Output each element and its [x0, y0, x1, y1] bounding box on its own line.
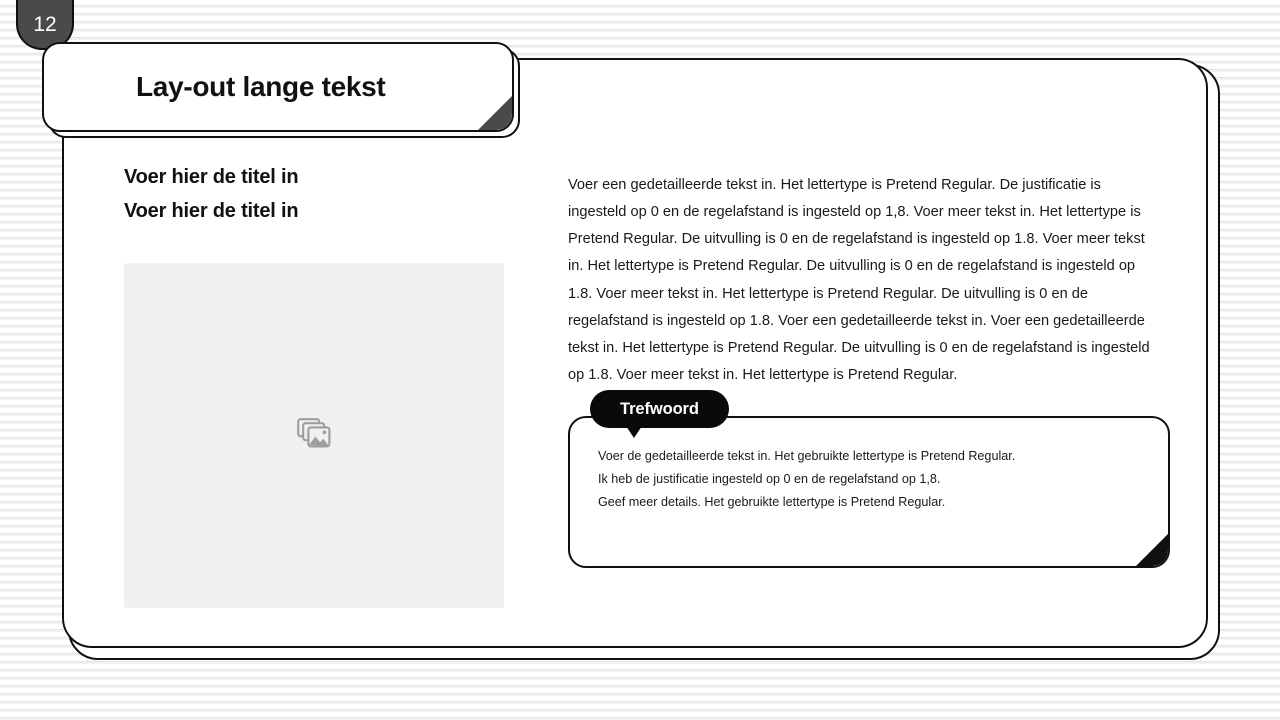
slide-content [64, 60, 1210, 650]
section-title-line-1: Voer hier de titel in [124, 166, 299, 188]
image-stack-icon [297, 418, 331, 453]
callout-line-2: Ik heb de justificatie ingesteld op 0 en de regelafstand op 1,8. [598, 471, 941, 486]
callout-line-1: Voer de gedetailleerde tekst in. Het gebruikte lettertype is Pretend Regular. [598, 449, 1016, 463]
keyword-pill[interactable]: Trefwoord [590, 390, 729, 428]
keyword-pill-tail-icon [626, 426, 642, 438]
callout-text-block [598, 445, 1138, 514]
section-title-line-2: Voer hier de titel in [124, 200, 299, 223]
slide-canvas [62, 58, 1214, 654]
callout-line-3: Geef meer details. Het gebruikte lettertype is Pretend Regular. [598, 494, 946, 509]
slide-card [62, 58, 1208, 648]
page-title: Lay-out lange tekst [136, 71, 386, 102]
left-column [124, 160, 504, 229]
callout-folded-corner [1136, 534, 1168, 566]
right-column [568, 172, 1158, 389]
image-placeholder[interactable] [124, 263, 504, 608]
body-paragraph: Voer een gedetailleerde tekst in. Het lettertype is Pretend Regular. De justificatie is ingesteld op 0 en de regelafstand is ingesteld op 1,8. Voer meer tekst in. Het lettertype is Pretend Regular. De uitvulling is 0 en de regelafstand is ingesteld op 1.8. Voer meer tekst in. Het lettertype is Pretend Regular. De uitvulling is 0 en de regelafstand is ingesteld op 1.8. Voer meer tekst in. Het lettertype is Pretend Regular. De uitvulling is 0 en de regelafstand is ingesteld op 1.8. Voer een gedetailleerde tekst in. Voer een gedetailleerde tekst in. Het lettertype is Pretend Regular. De uitvulling is 0 en de regelafstand is ingesteld op 1.8. Voer meer tekst in. Het lettertype is Pretend Regular. [568, 177, 1150, 383]
header-folded-corner [478, 96, 512, 130]
page-number-badge: 12 [16, 0, 74, 50]
header-tab [42, 42, 514, 132]
